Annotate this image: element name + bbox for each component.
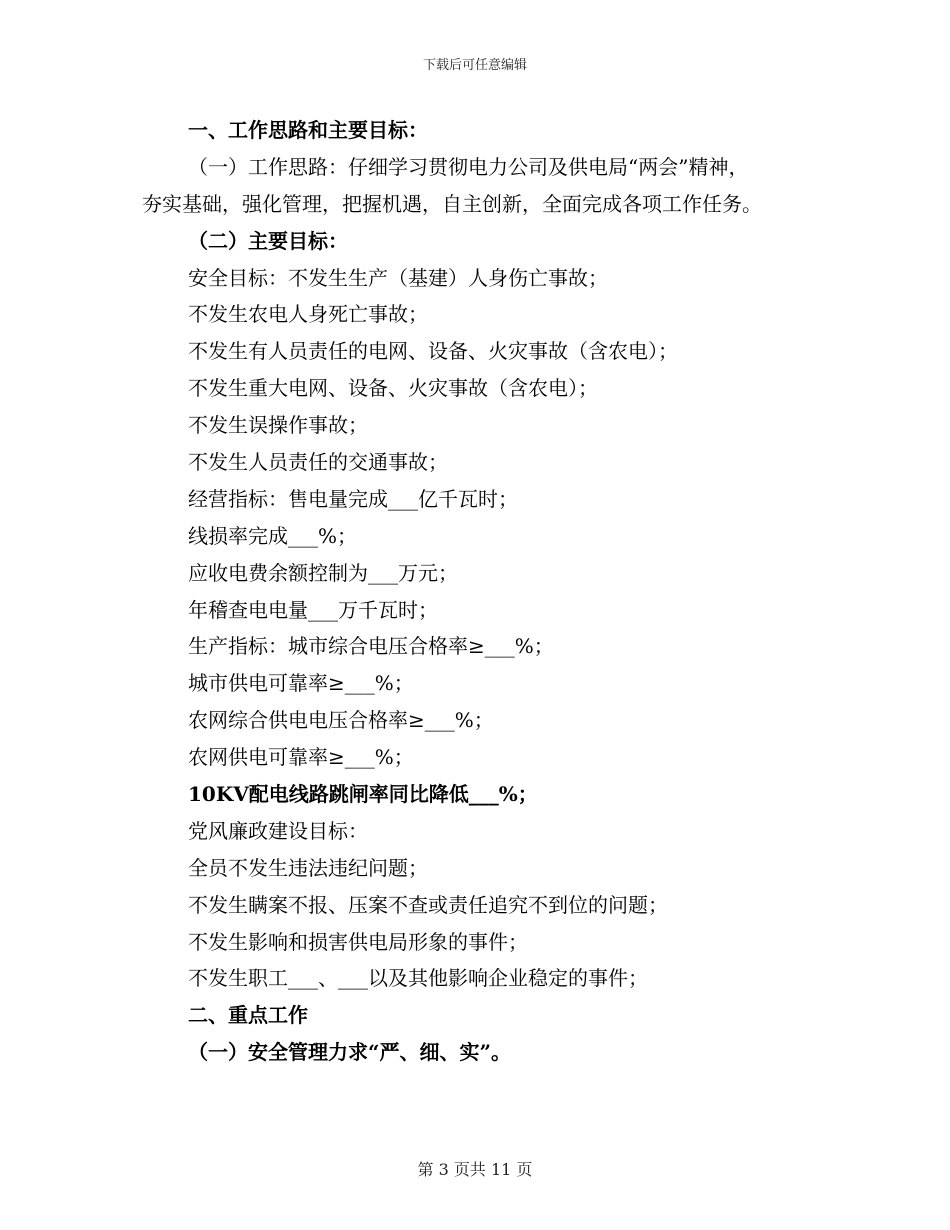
document-body bbox=[142, 112, 822, 1071]
paragraph-line: 不发生重大电网、设备、火灾事故（含农电）； bbox=[188, 376, 598, 401]
paragraph-line: 不发生误操作事故； bbox=[188, 413, 368, 438]
section-heading-1: 一、工作思路和主要目标： bbox=[188, 118, 428, 142]
paragraph-line: 全员不发生违法违纪问题； bbox=[188, 855, 428, 880]
paragraph-line: 应收电费余额控制为___万元； bbox=[188, 560, 458, 585]
paragraph-line: 年稽查电电量___万千瓦时； bbox=[188, 597, 438, 622]
subsection-heading: （二）主要目标： bbox=[188, 228, 348, 253]
paragraph-line: 不发生有人员责任的电网、设备、火灾事故（含农电）； bbox=[188, 339, 678, 364]
paragraph-line: 党风廉政建设目标： bbox=[188, 818, 368, 843]
paragraph-line: 不发生瞒案不报、压案不查或责任追究不到位的问题； bbox=[188, 892, 668, 917]
paragraph-line: 不发生职工___、___以及其他影响企业稳定的事件； bbox=[188, 966, 648, 991]
paragraph-line: 农网综合供电电压合格率≥___%； bbox=[188, 708, 494, 733]
paragraph-line: 经营指标：售电量完成___亿千瓦时； bbox=[188, 486, 518, 511]
subsection-heading: （一）安全管理力求“严、细、实”。 bbox=[188, 1040, 512, 1065]
paragraph-line: 农网供电可靠率≥___%； bbox=[188, 745, 414, 770]
paragraph-line: （一）工作思路：仔细学习贯彻电力公司及供电局“两会”精神， bbox=[188, 154, 749, 179]
paragraph-line: 不发生人员责任的交通事故； bbox=[188, 450, 448, 475]
paragraph-line: 生产指标：城市综合电压合格率≥___%； bbox=[188, 634, 554, 659]
paragraph-line: 不发生影响和损害供电局形象的事件； bbox=[188, 929, 528, 954]
page-footer: 第 3 页共 11 页 bbox=[417, 1160, 533, 1179]
paragraph-line: 城市供电可靠率≥___%； bbox=[188, 671, 414, 696]
paragraph-line: 线损率完成___%； bbox=[188, 523, 358, 548]
paragraph-line: 不发生农电人身死亡事故； bbox=[188, 302, 428, 327]
paragraph-line: 夯实基础，强化管理，把握机遇，自主创新，全面完成各项工作任务。 bbox=[142, 191, 762, 216]
section-heading-2: 二、重点工作 bbox=[188, 1003, 308, 1028]
paragraph-line-bold: 10KV配电线路跳闸率同比降低___%； bbox=[188, 782, 538, 807]
paragraph-line: 安全目标：不发生生产（基建）人身伤亡事故； bbox=[188, 265, 608, 290]
page-header: 下载后可任意编辑 bbox=[422, 58, 527, 73]
